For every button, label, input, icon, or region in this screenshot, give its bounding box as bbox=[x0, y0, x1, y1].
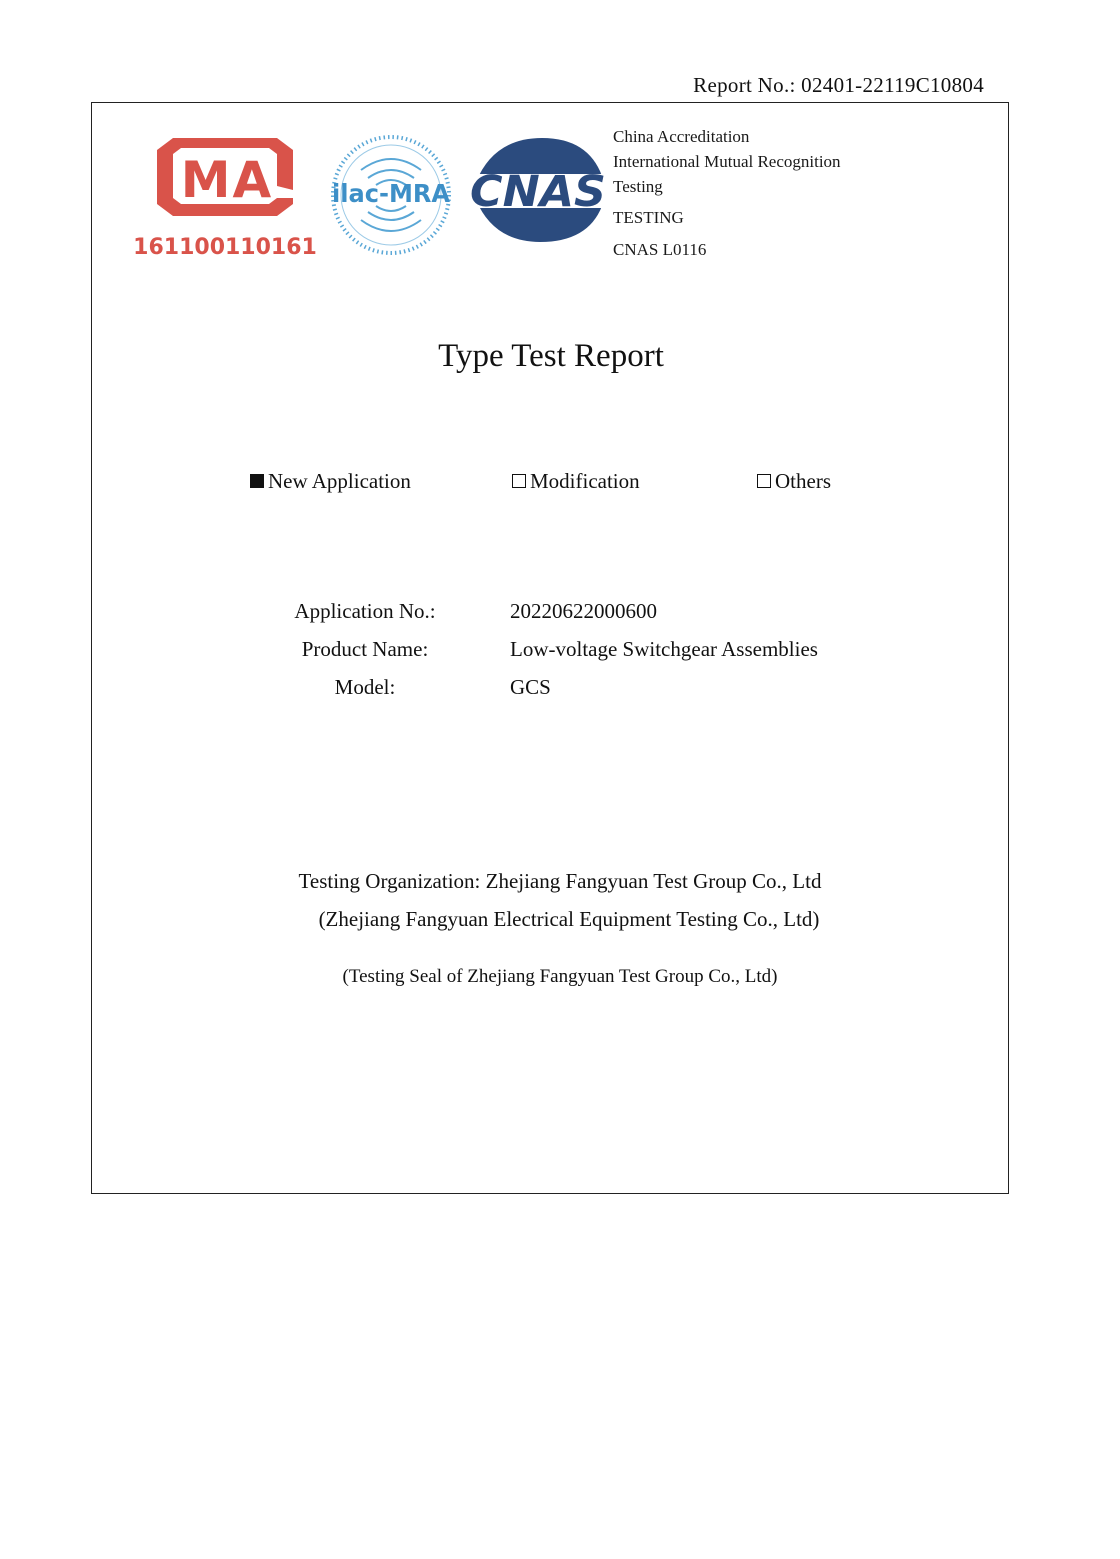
testing-organization: Testing Organization: Zhejiang Fangyuan Test Group Co., Ltd bbox=[298, 869, 822, 893]
model-label: Model: bbox=[334, 675, 396, 699]
checkbox-icon[interactable] bbox=[250, 474, 264, 488]
cma-logo bbox=[133, 130, 317, 262]
checkbox-modification[interactable] bbox=[512, 469, 640, 494]
accreditation-line-3: Testing bbox=[613, 177, 663, 196]
report-number: Report No.: 02401-22119C10804 bbox=[693, 73, 984, 97]
cnas-logo bbox=[468, 136, 608, 244]
application-no-label: Application No.: bbox=[294, 599, 436, 623]
accreditation-line-4: TESTING bbox=[613, 208, 684, 227]
checkbox-label: Modification bbox=[530, 469, 640, 493]
testing-seal-note: (Testing Seal of Zhejiang Fangyuan Test Group Co., Ltd) bbox=[342, 966, 778, 987]
product-name-value: Low-voltage Switchgear Assemblies bbox=[510, 637, 818, 661]
checkbox-new-application[interactable] bbox=[250, 469, 411, 494]
accreditation-info bbox=[613, 124, 841, 262]
cma-logo-number: 161100110161 bbox=[133, 235, 317, 260]
product-name-label: Product Name: bbox=[301, 637, 429, 661]
cma-logo-letters: MA bbox=[180, 151, 274, 209]
checkbox-icon[interactable] bbox=[757, 474, 771, 488]
checkbox-others[interactable] bbox=[757, 469, 831, 494]
accreditation-line-2: International Mutual Recognition bbox=[613, 152, 841, 171]
cnas-logo-text: CNAS bbox=[470, 167, 606, 217]
ilac-mra-logo bbox=[328, 130, 454, 260]
ilac-mra-logo-text: ilac-MRA bbox=[332, 179, 451, 208]
application-no-value: 20220622000600 bbox=[510, 599, 657, 623]
checkbox-label: Others bbox=[775, 469, 831, 493]
accreditation-line-5: CNAS L0116 bbox=[613, 240, 707, 259]
testing-organization-subsidiary: (Zhejiang Fangyuan Electrical Equipment Testing Co., Ltd) bbox=[318, 907, 820, 931]
checkbox-label: New Application bbox=[268, 469, 411, 493]
accreditation-line-1: China Accreditation bbox=[613, 127, 750, 146]
model-value: GCS bbox=[510, 675, 551, 699]
checkbox-icon[interactable] bbox=[512, 474, 526, 488]
page-title: Type Test Report bbox=[438, 338, 664, 374]
